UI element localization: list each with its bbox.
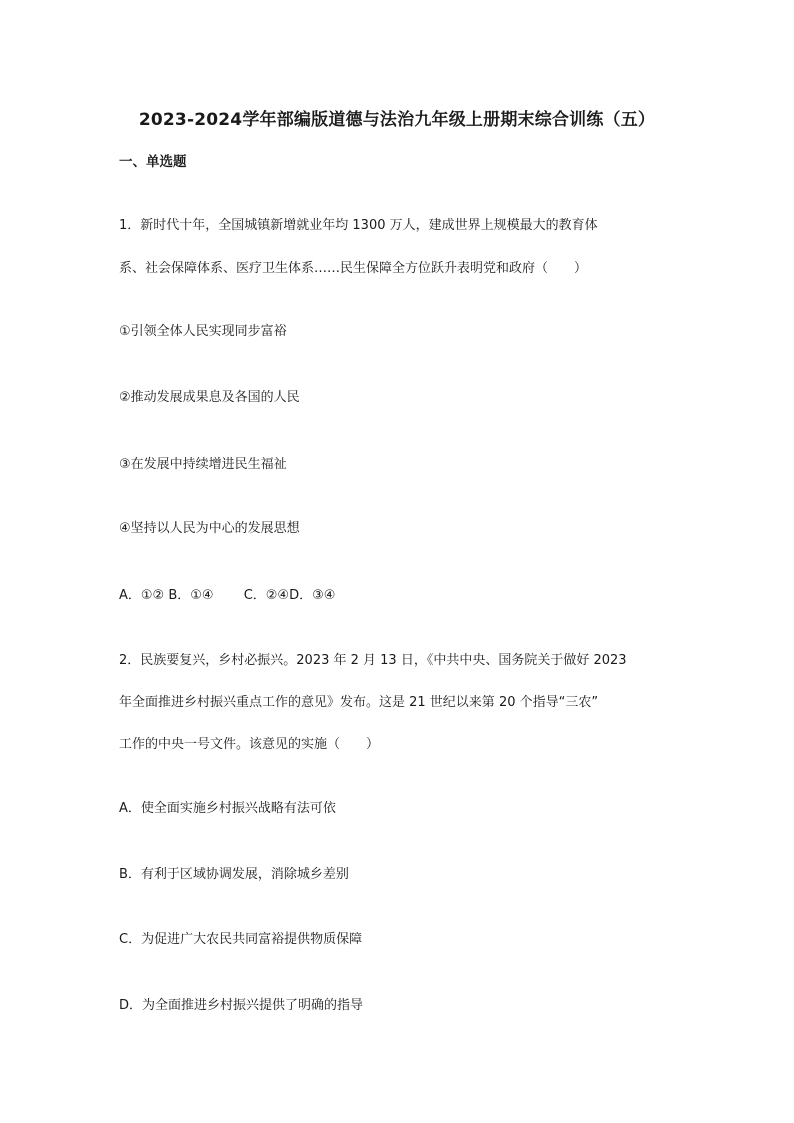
question-1-options-cd: C．②④D．③④: [243, 588, 336, 603]
question-2-stem-line-2: 年全面推进乡村振兴重点工作的意见》发布。这是 21 世纪以来第 20 个指导“三农”: [119, 695, 599, 710]
question-1-statement-4: ④坚持以人民为中心的发展思想: [119, 521, 300, 536]
question-1-statement-3: ③在发展中持续增进民生福祉: [119, 457, 287, 472]
question-2-option-a: A．使全面实施乡村振兴战略有法可依: [119, 801, 336, 816]
question-1-options: [119, 586, 335, 606]
question-1-statement-2: ②推动发展成果息及各国的人民: [119, 390, 300, 405]
question-2-stem-line-1: 2．民族要复兴，乡村必振兴。2023 年 2 月 13 日，《中共中央、国务院关于做好 2023: [119, 653, 627, 668]
question-2-option-d: D．为全面推进乡村振兴提供了明确的指导: [119, 998, 364, 1013]
question-1-options-ab: A．①② B．①④: [119, 588, 214, 603]
question-2-option-b: B．有利于区域协调发展，消除城乡差别: [119, 867, 349, 882]
question-1-stem-line-1: 1．新时代十年，全国城镇新增就业年均 1300 万人，建成世界上规模最大的教育体: [119, 218, 598, 233]
question-1-statement-1: ①引领全体人民实现同步富裕: [119, 324, 287, 339]
question-1-stem-line-2: 系、社会保障体系、医疗卫生体系……民生保障全方位跃升表明党和政府（ ）: [119, 261, 588, 276]
question-2-stem-line-3: 工作的中央一号文件。该意见的实施（ ）: [119, 737, 380, 752]
question-2-option-c: C．为促进广大农民共同富裕提供物质保障: [119, 932, 363, 947]
section-heading: 一、单选题: [119, 154, 187, 170]
page-title: 2023-2024学年部编版道德与法治九年级上册期末综合训练（五）: [138, 110, 656, 130]
